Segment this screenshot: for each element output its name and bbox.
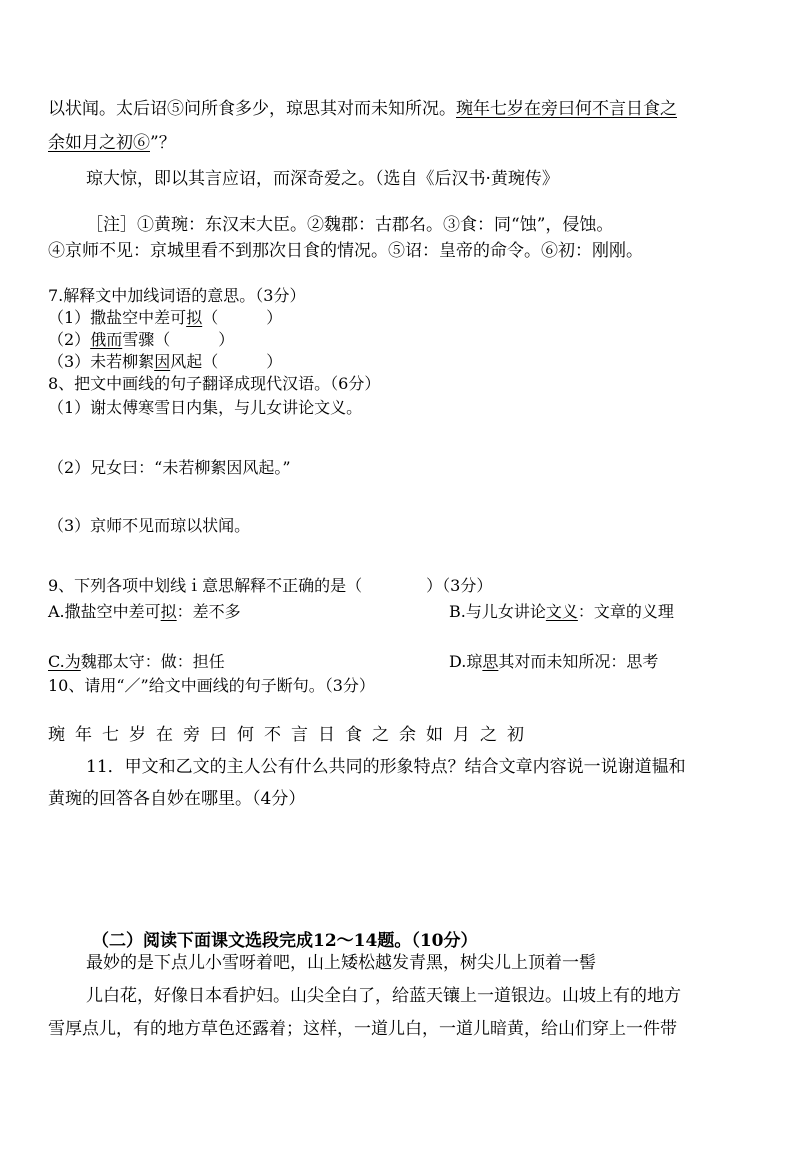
q9-option-a: A.撒盐空中差可拟：差不多 [48,602,241,621]
q7-item-1: （1）撒盐空中差可拟（ ） [48,308,283,327]
section-2-paragraph-line-1: 最妙的是下点儿小雪呀着吧，山上矮松越发青黑，树尖儿上顶着一髻 [86,953,596,973]
q8-item-1: （1）谢太傅寒雪日内集，与儿女讲论文义。 [48,398,363,417]
q8-item-2: （2）兄女曰：“未若柳絮因风起。” [48,458,291,477]
section-2-title: （二）阅读下面课文选段完成12～14题。（10分） [92,931,478,951]
q7-item-2: （2）俄而雪骤（ ） [48,330,235,349]
section-2-paragraph-line-2: 儿白花，好像日本看护妇。山尖全白了，给蓝天镶上一道银边。山坡上有的地方 [86,986,681,1006]
q8-item-3: （3）京师不见而琼以状闻。 [48,516,251,535]
q9-stem: 9、下列各项中划线ｉ意思解释不正确的是（ ）（3分） [48,576,493,595]
q11-line-2: 黄琬的回答各自妙在哪里。（4分） [48,789,306,809]
q9-option-d: D.琼思其对而未知所况：思考 [449,652,659,671]
q9-option-b: B.与儿女讲论文义：文章的义理 [449,602,674,621]
q9-option-c: C.为魏郡太守：做：担任 [48,652,225,671]
notes-line-2: ④京师不见：京城里看不到那次日食的情况。⑤诏：皇帝的命令。⑥初：刚刚。 [48,241,643,261]
q11-line-1: 11．甲文和乙文的主人公有什么共同的形象特点？结合文章内容说一说谢道韫和 [86,757,686,777]
section-2-paragraph-line-3: 雪厚点儿，有的地方草色还露着；这样，一道儿白，一道儿暗黄，给山们穿上一件带 [48,1019,677,1039]
q7-item-3: （3）未若柳絮因风起（ ） [48,352,283,371]
passage-line-3: 琼大惊，即以其言应诏，而深奇爱之。（选自《后汉书·黄琬传》 [86,169,559,189]
q10-stem: 10、请用“／”给文中画线的句子断句。（3分） [48,676,375,695]
q8-stem: 8、把文中画线的句子翻译成现代汉语。（6分） [48,374,381,393]
q7-stem: 7.解释文中加线词语的意思。（3分） [48,286,306,305]
notes-line-1: ［注］①黄琬：东汉末大臣。②魏郡：古郡名。③食：同“蚀”，侵蚀。 [86,215,614,235]
underlined-sentence-part1: 琬年七岁在旁曰何不言日食之 [456,99,677,119]
underlined-sentence-part2: 余如月之初⑥ [48,133,150,153]
passage-line-1: 以状闻。太后诏⑤问所食多少，琼思其对而未知所况。琬年七岁在旁曰何不言日食之 [48,99,677,119]
passage-line-2: 余如月之初⑥”？ [48,133,176,153]
q10-sentence: 琬年七岁在旁曰何不言日食之余如月之初 [48,725,534,745]
